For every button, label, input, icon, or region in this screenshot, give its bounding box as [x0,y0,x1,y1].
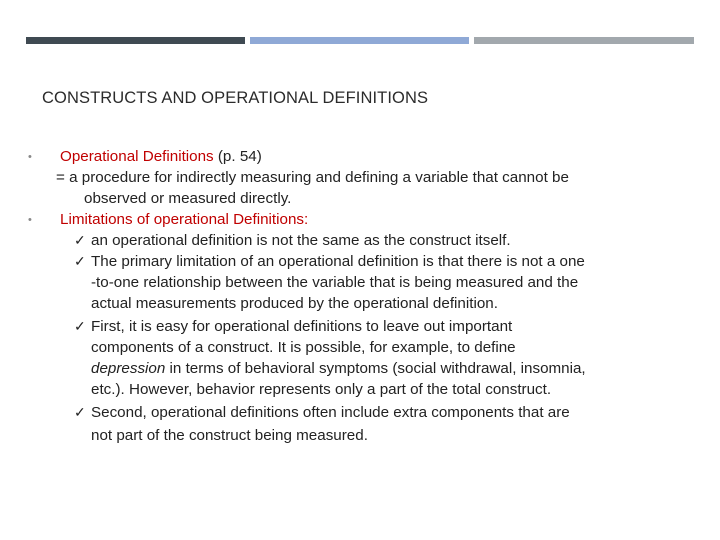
limitation-item-3-line-2: components of a construct. It is possible, for example, to define [91,339,516,356]
limitation-item-2-line-1: The primary limitation of an operational definition is that there is not a one [91,253,585,270]
header-bar-blue [250,37,469,44]
definition-line-2: observed or measured directly. [84,190,292,207]
bullet-dot: • [28,151,32,163]
bullet-dot: • [28,214,32,226]
limitation-item-1-line-1: an operational definition is not the same as the construct itself. [91,232,511,249]
checkmark-icon: ✓ [74,253,86,269]
page-reference: (p. 54) [213,148,262,165]
limitation-item-4-line-1: Second, operational definitions often include extra components that are [91,404,570,421]
depression-term: depression [91,360,166,377]
slide-title: CONSTRUCTS AND OPERATIONAL DEFINITIONS [42,89,429,107]
checkmark-icon: ✓ [74,404,86,420]
header-bar-gray [474,37,694,44]
limitations-heading: Limitations of operational Definitions: [60,211,309,228]
limitation-item-3-line-4: etc.). However, behavior represents only a part of the total construct. [91,381,552,398]
limitation-item-3-line-1: First, it is easy for operational definitions to leave out important [91,318,513,335]
limitation-item-4-line-2: not part of the construct being measured. [91,427,368,444]
operational-definitions-term: Operational Definitions [60,148,214,165]
checkmark-icon: ✓ [74,318,86,334]
bullet-1-line [60,146,262,167]
limitation-item-3-line-3 [91,358,586,379]
header-decoration-bars [26,37,694,44]
limitation-item-3-line-3-rest: in terms of behavioral symptoms (social withdrawal, insomnia, [165,360,586,377]
checkmark-icon: ✓ [74,232,86,248]
limitation-item-2-line-3: actual measurements produced by the operational definition. [91,295,498,312]
limitation-item-2-line-2: -to-one relationship between the variable that is being measured and the [91,274,579,291]
header-bar-dark [26,37,245,44]
definition-line-1: = a procedure for indirectly measuring and defining a variable that cannot be [56,169,569,186]
